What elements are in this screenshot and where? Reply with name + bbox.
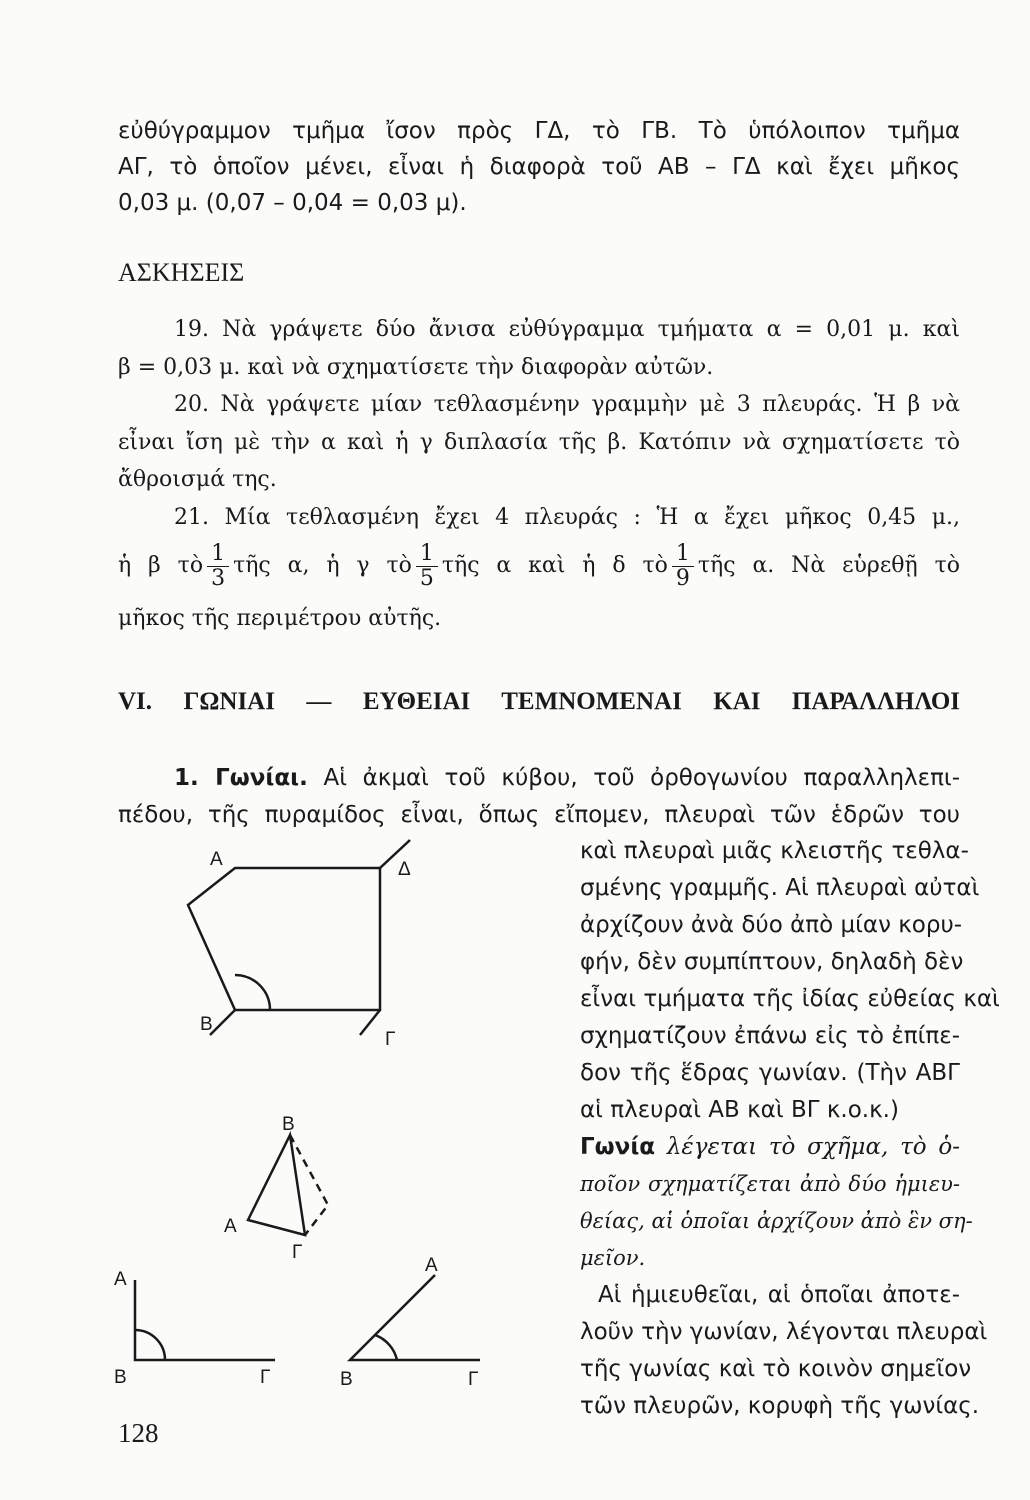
right-angle-figure: [110, 1255, 290, 1395]
chapter-title: VI. ΓΩΝΙΑΙ — ΕΥΘΕΙΑΙ ΤΕΜΝΟΜΕΝΑΙ ΚΑΙ ΠΑΡΑΛΛΗΛΟΙ: [118, 688, 960, 715]
intro-line: 0,03 μ. (0,07 – 0,04 = 0,03 μ).: [118, 190, 467, 216]
exercise-21-cont: μῆκος τῆς περιμέτρου αὐτῆς.: [118, 606, 442, 631]
acute-angle-figure: [325, 1255, 495, 1395]
fraction-one-ninth: [672, 542, 694, 591]
numerator: 1: [207, 542, 229, 567]
right-col-line: σμένης γραμμῆς. Αἱ πλευραὶ αὐταὶ: [580, 875, 980, 901]
fraction-one-fifth: [416, 542, 438, 591]
label-A: Α: [224, 1216, 237, 1237]
right-col-line: καὶ πλευραὶ μιᾶς κλειστῆς τεθλα-: [580, 838, 969, 864]
right-col-line: δον τῆς ἕδρας γωνίαν. (Τὴν ΑΒΓ: [580, 1060, 960, 1086]
exercise-19: 19. Νὰ γράψετε δύο ἄνισα εὐθύγραμμα τμήματα α = 0,01 μ. καὶ: [174, 317, 960, 342]
exercise-20-cont: ἄθροισμά της.: [118, 467, 277, 492]
definition-line: [580, 1129, 960, 1166]
numerator: 1: [672, 542, 694, 567]
label-G: Γ: [468, 1369, 479, 1390]
text: Αἱ ἀκμαὶ τοῦ κύβου, τοῦ ὀρθογωνίου παραλληλεπι-: [323, 765, 960, 791]
label-A: Α: [114, 1269, 127, 1290]
label-B: Β: [114, 1367, 127, 1388]
label-G: Γ: [292, 1242, 303, 1260]
exercise-21: 21. Μία τεθλασμένη ἔχει 4 πλευράς : Ἡ α ἔχει μῆκος 0,45 μ.,: [174, 505, 960, 530]
angle-arc: [235, 975, 270, 1010]
exercise-20-cont: εἶναι ἴση μὲ τὴν α καὶ ἡ γ διπλασία τῆς β. Κατόπιν νὰ σχηματίσετε τὸ: [118, 430, 960, 455]
exercise-19-cont: β = 0,03 μ. καὶ νὰ σχηματίσετε τὴν διαφορὰν αὐτῶν.: [118, 355, 714, 380]
intro-line: ΑΓ, τὸ ὁποῖον μένει, εἶναι ἡ διαφορὰ τοῦ ΑΒ – ΓΔ καὶ ἔχει μῆκος: [118, 154, 960, 180]
denominator: 9: [675, 565, 690, 591]
triangle-figure: [210, 1110, 360, 1260]
section-1-line: πέδου, τῆς πυραμίδος εἶναι, ὅπως εἴπομεν, πλευραὶ τῶν ἑδρῶν του: [118, 802, 960, 828]
text: λέγεται τὸ σχῆμα, τὸ ὁ-: [666, 1134, 960, 1160]
label-A: Α: [210, 849, 223, 870]
right-col-line: εἶναι τμήματα τῆς ἰδίας εὐθείας καὶ: [580, 986, 1000, 1012]
text: τῆς α καὶ ἡ δ τὸ: [441, 553, 668, 578]
denominator: 3: [211, 565, 226, 591]
right-col-line: σχηματίζουν ἐπάνω εἰς τὸ ἐπίπε-: [580, 1023, 960, 1049]
sides-line: τῶν πλευρῶν, κορυφὴ τῆς γωνίας.: [580, 1393, 980, 1419]
label-A: Α: [425, 1255, 438, 1276]
exercise-20: 20. Νὰ γράψετε μίαν τεθλασμένην γραμμὴν μὲ 3 πλευράς. Ἡ β νὰ: [174, 392, 960, 417]
exercises-heading: ΑΣΚΗΣΕΙΣ: [118, 258, 245, 287]
denominator: 5: [419, 565, 434, 591]
label-G: Γ: [260, 1367, 271, 1388]
right-col-line: φήν, δὲν συμπίπτουν, δηλαδὴ δὲν: [580, 949, 964, 975]
intro-line: εὐθύγραμμον τμῆμα ἴσον πρὸς ΓΔ, τὸ ΓΒ. Τὸ ὑπόλοιπον τμῆμα: [118, 118, 960, 144]
right-col-line: ἀρχίζουν ἀνὰ δύο ἀπὸ μίαν κορυ-: [580, 912, 963, 938]
sides-line: τῆς γωνίας καὶ τὸ κοινὸν σημεῖον: [580, 1356, 972, 1382]
text: ἡ β τὸ: [118, 553, 204, 578]
definition-line: ποῖον σχηματίζεται ἀπὸ δύο ἡμιευ-: [580, 1172, 960, 1196]
sides-line: Αἱ ἡμιευθεῖαι, αἱ ὁποῖαι ἀποτε-: [598, 1282, 960, 1308]
text: τῆς α, ἡ γ τὸ: [233, 553, 412, 578]
text: τῆς α. Νὰ εὑρεθῇ τὸ: [697, 553, 960, 578]
label-B: Β: [340, 1369, 353, 1390]
page-number: 128: [118, 1418, 159, 1448]
definition-term: Γωνία: [580, 1134, 656, 1160]
numerator: 1: [416, 542, 438, 567]
label-B: Β: [282, 1114, 295, 1135]
fraction-one-third: [207, 542, 229, 591]
cube-edges: [188, 868, 380, 1010]
exercise-21-fractions: [118, 538, 960, 594]
label-D: Δ: [398, 859, 411, 880]
definition-line: θείας, αἱ ὁποῖαι ἀρχίζουν ἀπὸ ἓν ση-: [580, 1209, 973, 1233]
definition-line: μεῖον.: [580, 1246, 646, 1270]
section-label: 1. Γωνίαι.: [174, 765, 308, 791]
cube-figure: [180, 835, 420, 1075]
section-1-line: [118, 760, 960, 796]
label-B: Β: [200, 1014, 213, 1035]
right-col-line: αἱ πλευραὶ ΑΒ καὶ ΒΓ κ.ο.κ.): [580, 1097, 899, 1123]
sides-line: λοῦν τὴν γωνίαν, λέγονται πλευραὶ: [580, 1319, 988, 1345]
label-G: Γ: [385, 1029, 396, 1050]
